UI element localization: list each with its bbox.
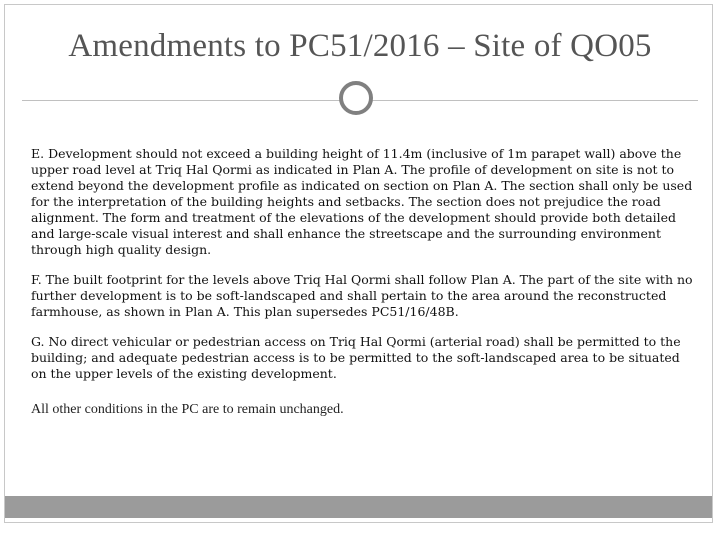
condition-g-paragraph: G. No direct vehicular or pedestrian access on Triq Hal Qormi (arterial road) shall be permitted to the building; and adequate pedestrian access is to be permitted to the soft-landscaped area to be situated on the upper levels of the existing development. [31,334,681,381]
slide-title: Amendments to PC51/2016 – Site of QO05 [68,28,652,64]
closing-note: All other conditions in the PC are to remain unchanged. [31,402,344,417]
ring-ornament-icon [339,81,373,115]
condition-e-paragraph: E. Development should not exceed a building height of 11.4m (inclusive of 1m parapet wall) above the upper road level at Triq Hal Qormi as indicated in Plan A. The profile of development on site is not to extend beyond the development profile as indicated on section on Plan A. The section shall only be used for the interpretation of the building heights and setbacks. The section does not prejudice the road alignment. The form and treatment of the elevations of the development should provide both detailed and large-scale visual interest and shall enhance the streetscape and the surrounding environment through high quality design. [31,146,693,257]
footer-bar [5,496,712,518]
slide-body [31,146,695,432]
condition-f-paragraph: F. The built footprint for the levels above Triq Hal Qormi shall follow Plan A. The part of the site with no further development is to be soft-landscaped and shall pertain to the area around the reconstructed farmhouse, as shown in Plan A. This plan supersedes PC51/16/48B. [31,272,693,319]
